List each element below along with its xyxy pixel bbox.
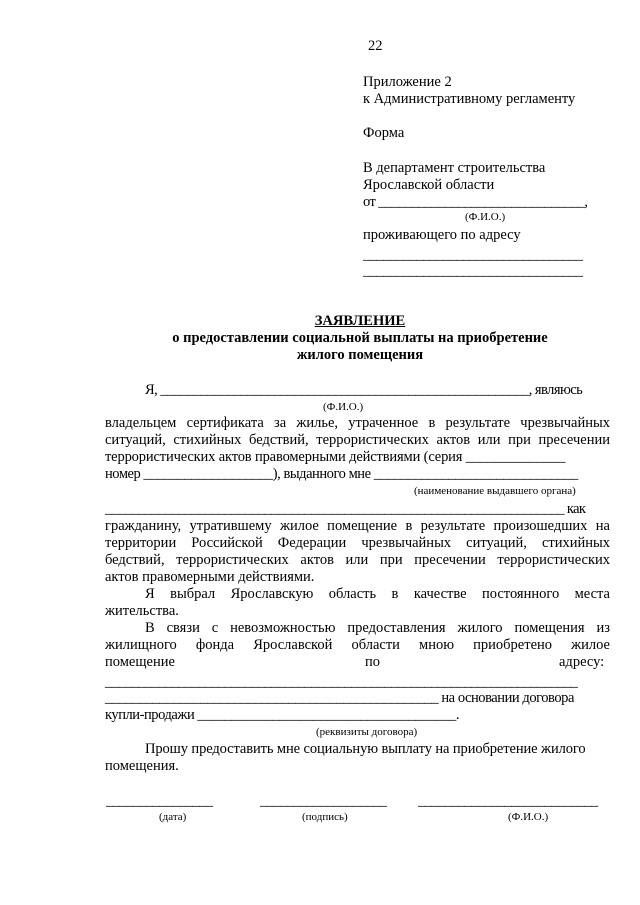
body-line: помещение: [105, 654, 175, 670]
body-line: гражданину, утратившему жилое помещение в результате произошедших на: [105, 518, 610, 534]
residing-label: проживающего по адресу: [363, 227, 521, 243]
addressee-line-1: В департамент строительства: [363, 160, 546, 176]
address-line-1: _________________________________: [363, 247, 583, 263]
body-line: купли-продажи ______________________________________.: [105, 707, 460, 723]
address-line-2: _________________________________: [363, 263, 583, 279]
form-label: Форма: [363, 125, 405, 141]
body-line: владельцем сертификата за жилье, утраченное в результате чрезвычайных: [105, 415, 610, 431]
body-line: жительства.: [105, 603, 179, 619]
page-number: 22: [368, 38, 383, 54]
signature-caption: (подпись): [302, 811, 348, 823]
address-field-line: _______________________________________________________________________: [105, 674, 578, 690]
body-line: _____________________________________________________________________ как: [105, 501, 586, 517]
body-line: террористических актов правомерными действиями (серия ______________: [105, 449, 566, 465]
appendix-label: Приложение 2: [363, 74, 452, 90]
body-line: актов правомерными действиями.: [105, 569, 315, 585]
body-line: Я, _______________________________________________________, являюсь: [145, 382, 583, 398]
body-line: помещения.: [105, 758, 179, 774]
body-line: _________________________________________________ на основании договора: [105, 690, 574, 706]
from-field: от _______________________________,: [363, 194, 588, 210]
body-line: по: [365, 654, 381, 670]
fio-line: ___________________________: [418, 793, 598, 809]
signature-line: ___________________: [260, 793, 387, 809]
body-line: В связи с невозможностью предоставления жилого помещения из: [145, 620, 610, 636]
issuer-caption: (наименование выдавшего органа): [414, 485, 576, 497]
date-caption: (дата): [159, 811, 187, 823]
body-line: адресу:: [559, 654, 605, 670]
date-line: ________________: [106, 793, 213, 809]
title-line-2: о предоставлении социальной выплаты на приобретение: [172, 330, 548, 346]
body-line: ситуаций, стихийных бедствий, террористических актов или при пресечении: [105, 432, 610, 448]
fio-caption: (Ф.И.О.): [465, 211, 506, 223]
body-line: бедствий, террористических актов или при пресечении террористических: [105, 552, 610, 568]
title-line-3: жилого помещения: [296, 347, 424, 363]
body-line: территории Российской Федерации чрезвычайных ситуаций, стихийных: [105, 535, 610, 551]
fio-caption-body: (Ф.И.О.): [323, 401, 364, 413]
contract-caption: (реквизиты договора): [316, 726, 418, 738]
addressee-line-2: Ярославской области: [363, 177, 495, 193]
body-line: Прошу предоставить мне социальную выплату на приобретение жилого: [145, 741, 586, 757]
title-line-1: ЗАЯВЛЕНИЕ: [314, 313, 406, 329]
fio-caption-signature: (Ф.И.О.): [508, 811, 549, 823]
body-line: номер ___________________), выданного мне ______________________________: [105, 466, 578, 482]
regulation-label: к Административному регламенту: [363, 91, 576, 107]
body-line: Я выбрал Ярославскую область в качестве постоянного места: [145, 586, 610, 602]
body-line: жилищного фонда Ярославской области мною приобретено жилое: [105, 637, 610, 653]
